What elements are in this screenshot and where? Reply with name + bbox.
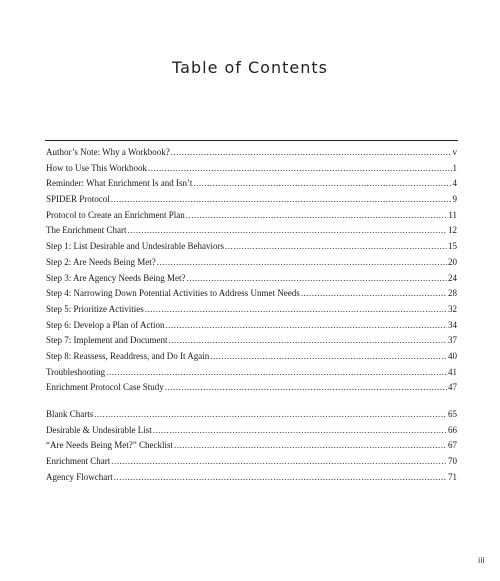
toc-entry[interactable] <box>46 208 457 224</box>
leader-dots <box>157 255 447 271</box>
toc-entry[interactable] <box>46 454 457 470</box>
toc-entry-label: Enrichment Protocol Case Study <box>46 382 164 393</box>
toc-entry[interactable] <box>46 176 457 192</box>
leader-dots <box>210 349 447 365</box>
page-number: iii <box>478 556 485 565</box>
toc-entry-page: 37 <box>448 335 457 346</box>
leader-dots <box>111 454 447 470</box>
toc-entry[interactable] <box>46 365 457 381</box>
toc-entry-page: 70 <box>448 456 457 467</box>
toc-entry[interactable] <box>46 286 457 302</box>
toc-entry-page: v <box>452 147 457 157</box>
leader-dots <box>186 271 447 287</box>
toc-entry-page: 11 <box>448 209 457 220</box>
toc-entry-page: 12 <box>448 225 457 236</box>
toc-entry-label: Step 7: Implement and Document <box>46 335 168 346</box>
toc-entry-page: 47 <box>448 382 457 393</box>
title-divider <box>45 140 458 141</box>
toc-entry[interactable] <box>46 145 457 161</box>
toc-entry-label: Step 2: Are Needs Being Met? <box>46 256 156 267</box>
toc-entry[interactable] <box>46 271 457 287</box>
leader-dots <box>186 208 448 224</box>
toc-entry-label: Step 1: List Desirable and Undesirable Behaviors <box>46 241 224 252</box>
toc-entry-label: Enrichment Chart <box>46 456 111 467</box>
toc-entry[interactable] <box>46 255 457 271</box>
toc-entry[interactable] <box>46 407 457 423</box>
leader-dots <box>111 192 452 208</box>
leader-dots <box>153 423 447 439</box>
toc-entry[interactable] <box>46 333 457 349</box>
leader-dots <box>165 318 447 334</box>
toc-entry-page: 20 <box>448 256 457 267</box>
page-title: Table of Contents <box>172 58 328 77</box>
leader-dots <box>94 407 447 423</box>
leader-dots <box>225 239 447 255</box>
leader-dots <box>127 223 447 239</box>
leader-dots <box>145 302 447 318</box>
leader-dots <box>148 161 452 177</box>
toc-entry-page: 1 <box>452 162 457 173</box>
toc-entry[interactable] <box>46 380 457 396</box>
toc-entry-label: Desirable & Undesirable List <box>46 424 152 435</box>
toc-entry-label: Step 6: Develop a Plan of Action <box>46 319 165 330</box>
toc-entry-label: Step 3: Are Agency Needs Being Met? <box>46 272 186 283</box>
toc-entry-page: 24 <box>448 272 457 283</box>
toc-entry-page: 41 <box>448 366 457 377</box>
toc-entry-label: Author’s Note: Why a Workbook? <box>46 147 170 157</box>
toc-entry-page: 28 <box>448 288 457 299</box>
toc-entry-label: Troubleshooting <box>46 366 106 377</box>
toc-entry-label: SPIDER Protocol <box>46 194 110 205</box>
toc-entry-label: Protocol to Create an Enrichment Plan <box>46 209 185 220</box>
toc-main-list <box>46 145 457 396</box>
leader-dots <box>171 145 452 161</box>
toc-entry[interactable] <box>46 470 457 486</box>
toc-entry-page: 32 <box>448 303 457 314</box>
toc-entry-page: 66 <box>448 424 457 435</box>
toc-entry-page: 40 <box>448 350 457 361</box>
toc-appendix-list <box>46 407 457 485</box>
toc-entry[interactable] <box>46 438 457 454</box>
toc-entry-label: Step 4: Narrowing Down Potential Activities to Address Unmet Needs <box>46 288 300 299</box>
toc-entry-label: How to Use This Workbook <box>46 162 147 173</box>
toc-entry[interactable] <box>46 192 457 208</box>
toc-entry-page: 9 <box>452 194 457 205</box>
toc-entry-label: The Enrichment Chart <box>46 225 127 236</box>
toc-entry-page: 4 <box>452 178 457 189</box>
toc-entry-page: 65 <box>448 409 457 419</box>
toc-entry[interactable] <box>46 423 457 439</box>
toc-entry[interactable] <box>46 239 457 255</box>
leader-dots <box>174 438 447 454</box>
toc-entry-page: 34 <box>448 319 457 330</box>
toc-entry-page: 71 <box>448 471 457 482</box>
toc-entry-label: Reminder: What Enrichment Is and Isn’t <box>46 178 193 189</box>
leader-dots <box>114 470 447 486</box>
toc-entry-label: Agency Flowchart <box>46 471 113 482</box>
toc-entry-label: “Are Needs Being Met?” Checklist <box>46 440 173 451</box>
toc-entry-label: Blank Charts <box>46 409 94 419</box>
toc-entry[interactable] <box>46 223 457 239</box>
leader-dots <box>165 380 447 396</box>
toc-entry-label: Step 5: Prioritize Activities <box>46 303 144 314</box>
toc-entry-page: 15 <box>448 241 457 252</box>
toc-entry-page: 67 <box>448 440 457 451</box>
leader-dots <box>168 333 447 349</box>
toc-entry[interactable] <box>46 302 457 318</box>
toc-entry[interactable] <box>46 318 457 334</box>
toc-entry-label: Step 8: Reassess, Readdress, and Do It Again <box>46 350 210 361</box>
leader-dots <box>301 286 447 302</box>
leader-dots <box>193 176 451 192</box>
leader-dots <box>106 365 447 381</box>
toc-entry[interactable] <box>46 349 457 365</box>
toc-entry[interactable] <box>46 161 457 177</box>
